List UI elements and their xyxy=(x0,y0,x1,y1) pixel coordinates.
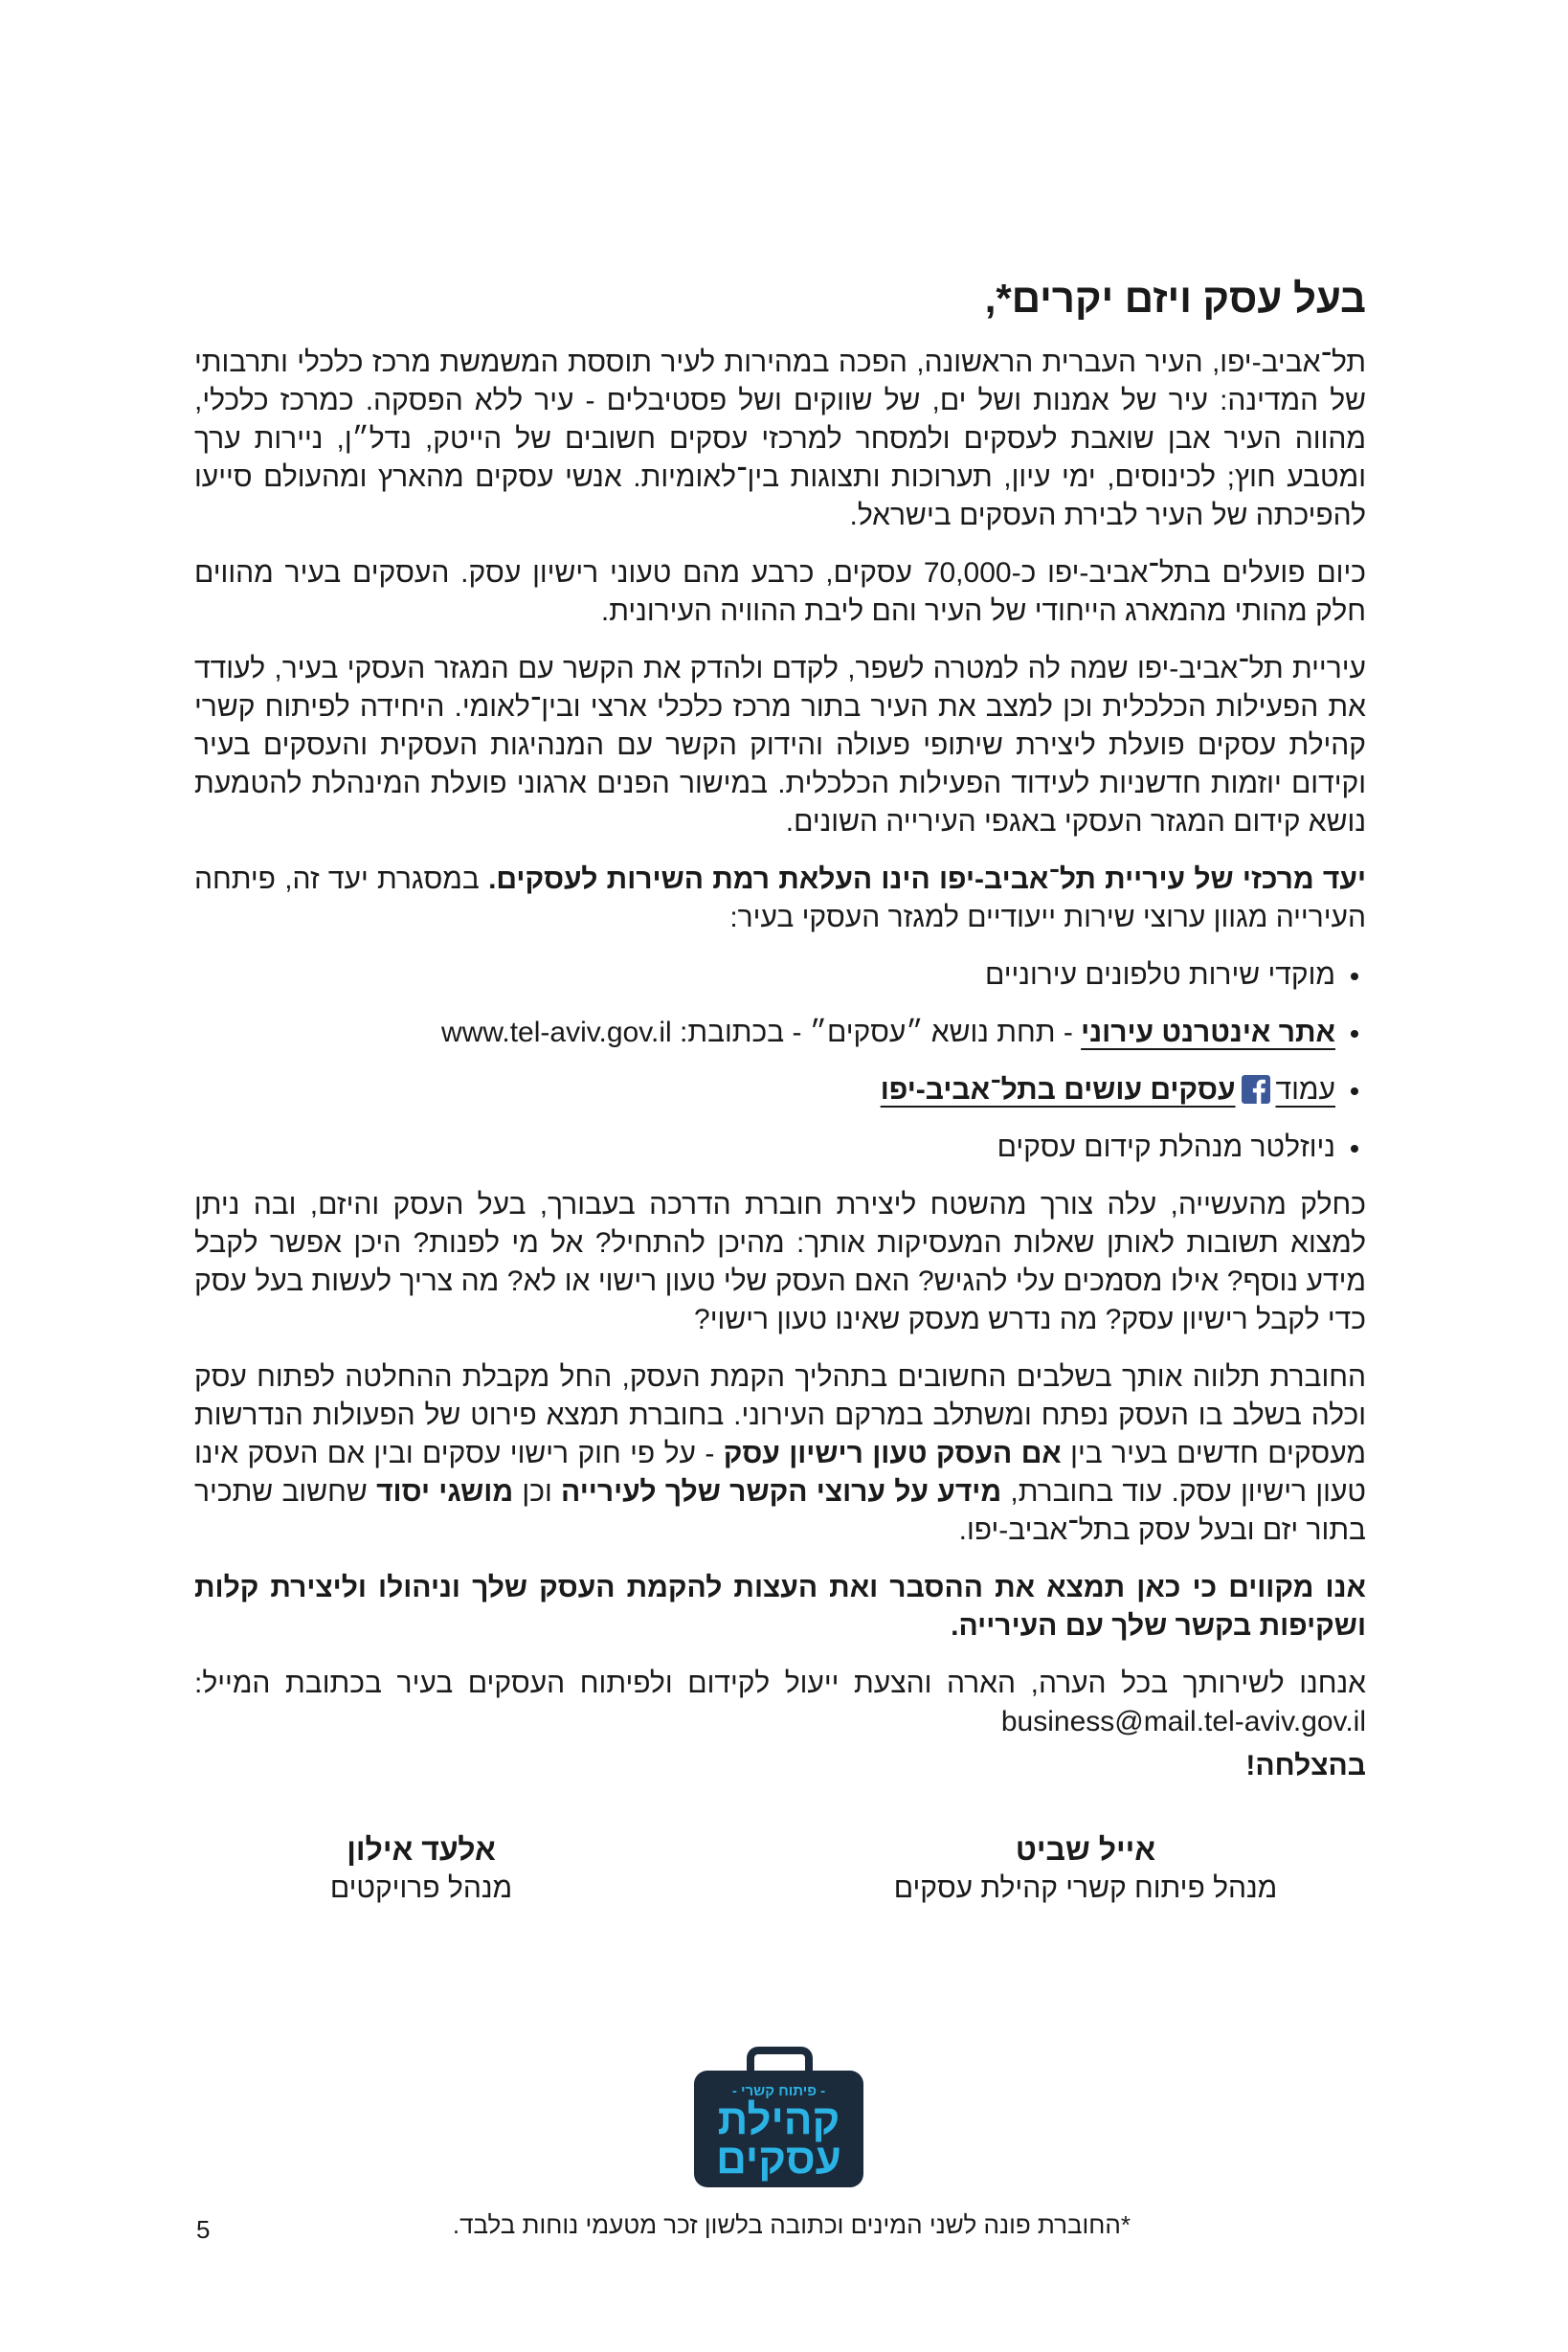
paragraph-hope: אנו מקווים כי כאן תמצא את ההסבר ואת העצות להקמת העסק שלך וניהולו וליצירת קלות ושקיפות בקשר שלך עם העירייה. xyxy=(194,1572,1366,1642)
footnote: *החוברת פונה לשני המינים וכתובה בלשון זכר מטעמי נוחות בלבד. xyxy=(452,2210,1131,2239)
logo-line-2: עסקים xyxy=(716,2136,841,2183)
list-item-website xyxy=(194,1014,1366,1052)
booklet-contents-bold-2: מידע על ערוצי הקשר שלך לעירייה xyxy=(561,1476,1002,1508)
signatures xyxy=(194,1829,1366,1910)
contact-email-link[interactable]: business@mail.tel-aviv.gov.il xyxy=(1000,1706,1366,1737)
list-item-newsletter xyxy=(194,1129,1366,1167)
page-number: 5 xyxy=(196,2215,211,2244)
paragraph-municipality-goal: עיריית תל־אביב-יפו שמה לה למטרה לשפר, לקדם ולהדק את הקשר עם המגזר העסקי בעיר, לעודד את הפעילות הכלכלית וכן למצב את העיר בתור מרכז כלכלי ארצי ובין־לאומי. היחידה לפיתוח קשרי קהילת עסקים פועלת ליצירת שיתופי פעולה והידוק הקשר עם המנהיגות העסקית והעסקים בעיר וקידום יוזמות חדשניות לעידוד הפעילות הכלכלית. במישור הפנים ארגוני פועלת המינהלת להטמעת נושא קידום המגזר העסקי באגפי העירייה השונים. xyxy=(194,653,1366,838)
signature-right xyxy=(885,1829,1287,1908)
paragraph-business-count: כיום פועלים בתל־אביב-יפו כ-70,000 עסקים, כרבע מהם טעוני רישיון עסק. העסקים בעיר מהווים חלק מהותי מהמארג הייחודי של העיר והם ליבת ההוויה העירונית. xyxy=(194,557,1366,627)
paragraph-booklet-purpose: כחלק מהעשייה, עלה צורך מהשטח ליצירת חוברת הדרכה בעבורך, בעל העסק והיזם, ובה ניתן למצוא תשובות לאותן שאלות המעסיקות אותך: מהיכן להתחיל? אל מי לפנות? היכן אפשר לקבל מידע נוסף? אילו מסמכים עלי להגיש? האם העסק שלי טעון רישוי או לא? מה צריך לעשות בעל עסק כדי לקבל רישיון עסק? מה נדרש מעסק שאינו טעון רישוי? xyxy=(194,1189,1366,1335)
booklet-contents-bold-1: אם העסק טעון רישיון עסק xyxy=(723,1438,1062,1469)
website-link[interactable]: אתר אינטרנט עירוני xyxy=(1081,1017,1335,1048)
paragraph-service-goal xyxy=(194,861,1366,937)
signature-left xyxy=(220,1829,622,1908)
booklet-contents-bold-3: מושגי יסוד xyxy=(376,1476,514,1508)
newsletter-label: ניוזלטר מנהלת קידום עסקים xyxy=(997,1131,1335,1163)
business-community-logo xyxy=(694,2047,863,2188)
signature-name: אייל שביט xyxy=(1015,1832,1156,1867)
service-channels-list xyxy=(194,956,1366,1167)
bullet-icon xyxy=(1351,1145,1358,1153)
letter-body xyxy=(194,272,1366,1910)
facebook-page-name: עסקים עושים בתל־אביב-יפו xyxy=(880,1074,1236,1106)
bullet-icon xyxy=(1351,1087,1358,1095)
signature-name: אלעד אילון xyxy=(347,1832,496,1867)
logo-top-line: - פיתוח קשרי - xyxy=(731,2083,826,2099)
service-goal-text: במסגרת יעד זה, פיתחה העירייה מגוון ערוצי שירות ייעודיים למגזר העסקי בעיר: xyxy=(194,863,1366,933)
website-description: - תחת נושא ״עסקים״ - בכתובת: xyxy=(671,1017,1082,1048)
service-goal-bold: יעד מרכזי של עיריית תל־אביב-יפו הינו העלאת רמת השירות לעסקים. xyxy=(488,863,1366,895)
facebook-page-link[interactable] xyxy=(881,1074,1335,1106)
letter-heading: בעל עסק ויזם יקרים*, xyxy=(984,276,1366,321)
booklet-contents-text-1: החוברת תלווה אותך בשלבים החשובים בתהליך הקמת העסק, החל מקבלת ההחלטה לפתוח עסק וכלה בשלב בו העסק נפתח ומשתלב במרקם העירוני. בחוברת תמצא פירוט של הפעולות הנדרשות מעסקים חדשים בעיר בין xyxy=(194,1361,1366,1469)
paragraph-intro: תל־אביב-יפו, העיר העברית הראשונה, הפכה במהירות לעיר תוססת המשמשת מרכז כלכלי ותרבותי של המדינה: עיר של אמנות ושל ים, של שווקים ושל פסטיבלים - עיר ללא הפסקה. כמרכז כלכלי, מהווה העיר אבן שואבת לעסקים ולמסחר למרכזי עסקים חשובים של הייטק, נדל״ן, ניירות ערך ומטבע חוץ; לכינוסים, ימי עיון, תערוכות ותצוגות בין־לאומיות. אנשי עסקים מהארץ ומהעולם סייעו להפיכתה של העיר לבירת העסקים בישראל. xyxy=(194,347,1366,531)
website-url[interactable]: www.tel-aviv.gov.il xyxy=(441,1017,672,1048)
closing-greeting: בהצלחה! xyxy=(1245,1750,1366,1781)
list-item-facebook xyxy=(194,1071,1366,1109)
booklet-contents-text-3: וכן xyxy=(513,1476,562,1508)
signature-role: מנהל פיתוח קשרי קהילת עסקים xyxy=(893,1872,1278,1904)
facebook-prefix: עמוד xyxy=(1275,1074,1335,1106)
bullet-icon xyxy=(1351,1030,1358,1038)
briefcase-icon xyxy=(694,2071,863,2187)
logo-line-1: קהילת xyxy=(717,2096,840,2143)
booklet-contents-text-4: שחשוב שתכיר בתור יזם ובעל עסק בתל־אביב-יפו. xyxy=(194,1476,1366,1546)
booklet-contents-text-2: - על פי חוק רישוי עסקים ובין אם העסק אינו טעון רישיון עסק. עוד בחוברת, xyxy=(194,1438,1367,1508)
bullet-icon xyxy=(1351,973,1358,980)
paragraph-booklet-contents xyxy=(194,1358,1366,1550)
signature-role: מנהל פרויקטים xyxy=(329,1872,513,1904)
paragraph-contact xyxy=(194,1665,1366,1741)
contact-text: אנחנו לשירותך בכל הערה, הארה והצעת ייעול לקידום ולפיתוח העסקים בעיר בכתובת המייל: xyxy=(194,1668,1366,1699)
list-item-phone-centers xyxy=(194,956,1366,995)
facebook-icon xyxy=(1242,1075,1270,1104)
phone-centers-label: מוקדי שירות טלפונים עירוניים xyxy=(984,959,1335,991)
